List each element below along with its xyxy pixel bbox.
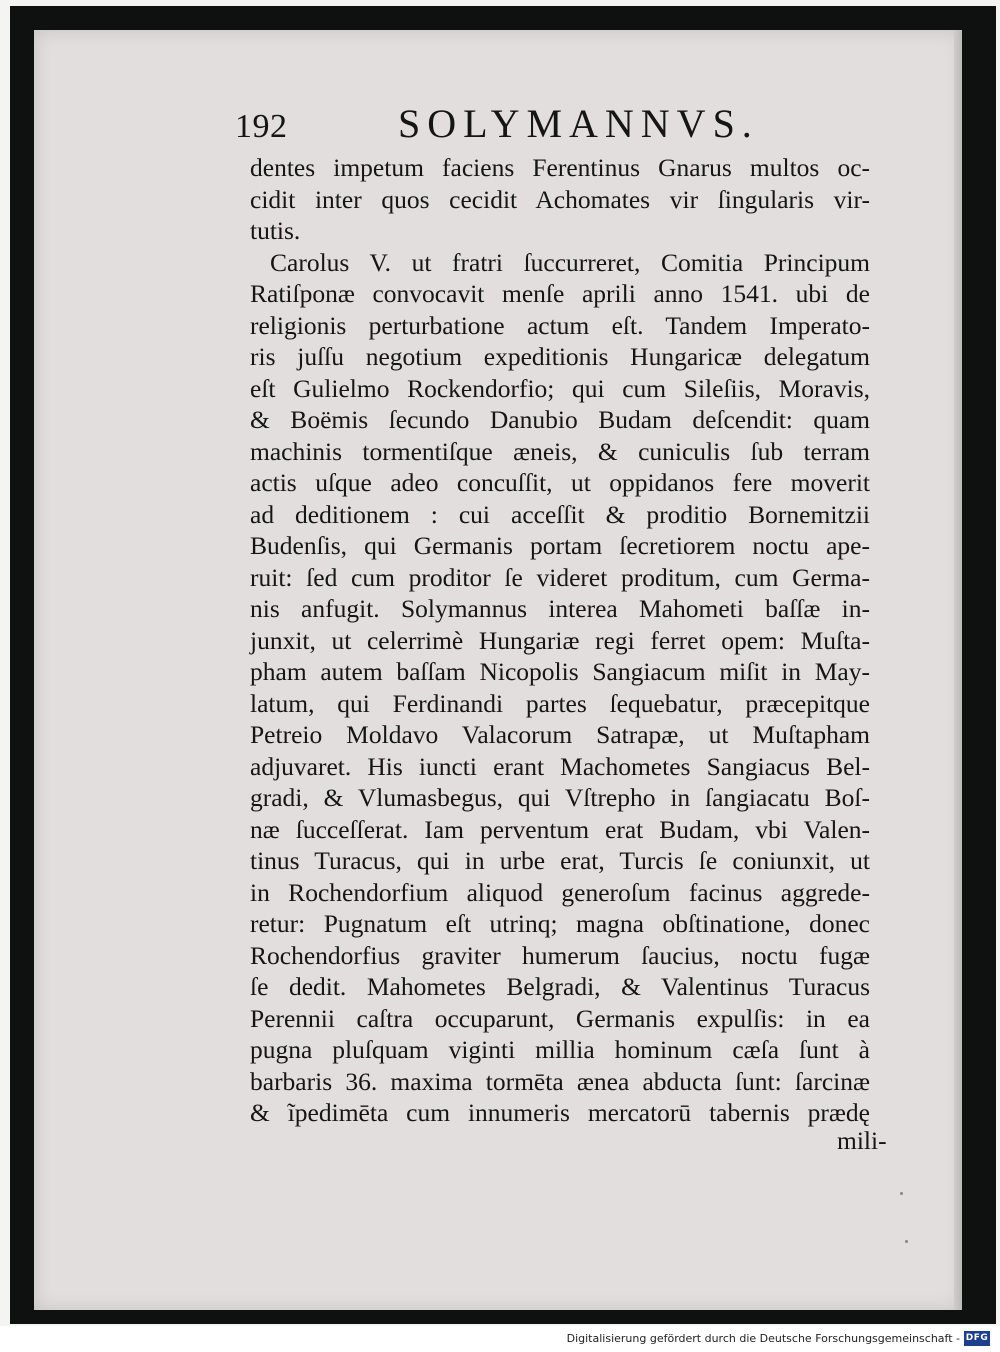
text-line: dentes impetum faciens Ferentinus Gnarus multos oc- <box>250 153 870 182</box>
text-line: ris juſſu negotium expeditionis Hungaricæ delegatum <box>250 342 870 371</box>
text-line: & Boëmis ſecundo Danubio Budam deſcendit: quam <box>250 405 870 434</box>
page-number: 192 <box>235 108 288 145</box>
text-line: barbaris 36. maxima tormēta ænea abducta ſunt: ſarcinæ <box>250 1066 870 1096</box>
text-line: latum, qui Ferdinandi partes ſequebatur, præcepitque <box>250 688 870 718</box>
text-line: Rochendorfius graviter humerum ſaucius, noctu fugæ <box>250 940 870 970</box>
text-line: ruit: ſed cum proditor ſe videret proditum, cum Germa- <box>250 562 870 592</box>
text-line: cidit inter quos cecidit Achomates vir ſingularis vir- <box>250 184 870 214</box>
text-line: religionis perturbatione actum eſt. Tandem Imperato- <box>250 310 870 340</box>
paper-speck <box>905 1240 908 1243</box>
body-text <box>250 152 870 1129</box>
catchword: mili- <box>837 1126 887 1155</box>
text-line: Budenſis, qui Germanis portam ſecretiorem noctu ape- <box>250 531 870 560</box>
text-line: pham autem baſſam Nicopolis Sangiacum miſit in May- <box>250 657 870 686</box>
text-line: Carolus V. ut fratri ſuccurreret, Comitia Principum <box>270 247 870 277</box>
text-line: gradi, & Vlumasbegus, qui Vſtrepho in ſangiacatu Boſ- <box>250 783 870 812</box>
text-line: ſe dedit. Mahometes Belgradi, & Valentinus Turacus <box>250 972 870 1001</box>
text-line: ad deditionem : cui acceſſit & proditio Bornemitzii <box>250 499 870 529</box>
text-line: Petreio Moldavo Valacorum Satrapæ, ut Muſtapham <box>250 720 870 749</box>
text-line: pugna pluſquam viginti millia hominum cæſa ſunt à <box>250 1035 870 1064</box>
text-line: actis uſque adeo concuſſit, ut oppidanos fere moverit <box>250 468 870 497</box>
dfg-logo: DFG <box>964 1331 990 1346</box>
digitization-credit: Digitalisierung gefördert durch die Deutsche Forschungsgemeinschaft - <box>566 1332 960 1345</box>
paper-speck <box>900 1192 903 1195</box>
text-line: eſt Gulielmo Rockendorfio; qui cum Sileſiis, Moravis, <box>250 373 870 403</box>
text-line: næ ſucceſſerat. Iam perventum erat Budam, vbi Valen- <box>250 814 870 844</box>
text-line: machinis tormentiſque æneis, & cuniculis ſub terram <box>250 436 870 466</box>
running-head: SOLYMANNVS. <box>398 101 759 146</box>
text-line: junxit, ut celerrimè Hungariæ regi ferret opem: Muſta- <box>250 625 870 655</box>
page-edge <box>954 30 962 1310</box>
text-line: nis anfugit. Solymannus interea Mahometi baſſæ in- <box>250 594 870 623</box>
text-line: tinus Turacus, qui in urbe erat, Turcis ſe coniunxit, ut <box>250 846 870 875</box>
text-line: in Rochendorfium aliquod generoſum facinus aggrede- <box>250 877 870 907</box>
text-line: retur: Pugnatum eſt utrinq; magna obſtinatione, donec <box>250 909 870 938</box>
text-line: tutis. <box>250 216 301 245</box>
text-line: Ratiſponæ convocavit menſe aprili anno 1541. ubi de <box>250 279 870 308</box>
text-line: Perennii caſtra occuparunt, Germanis expulſis: in ea <box>250 1003 870 1033</box>
text-line: adjuvaret. His iuncti erant Machometes Sangiacus Bel- <box>250 751 870 781</box>
text-line: & ĩpedimēta cum innumeris mercatorū tabernis prædę <box>250 1098 870 1127</box>
